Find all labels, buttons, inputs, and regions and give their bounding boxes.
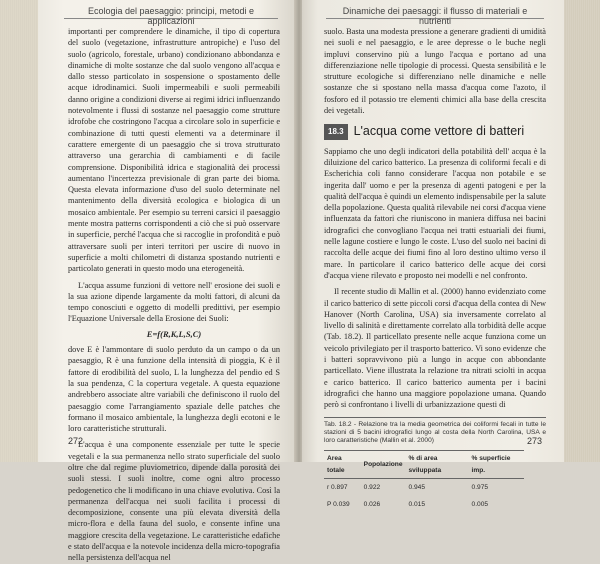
table-header-row <box>324 451 524 479</box>
table-row <box>324 496 524 513</box>
right-page-edges <box>564 0 600 462</box>
table-cell: 0.922 <box>363 483 381 491</box>
row-marker: P <box>327 501 332 509</box>
right-running-header: Dinamiche dei paesaggi: il flusso di materiali e nutrienti <box>326 0 544 19</box>
table-header-cell: Area totale <box>324 451 361 479</box>
table-cell: 0.015 <box>408 501 426 509</box>
left-page <box>38 0 296 563</box>
cell-value: 0.039 <box>333 501 350 509</box>
left-page-edges <box>0 0 38 462</box>
erosion-formula: E=f(R,K,L,S,C) <box>146 328 202 339</box>
table-caption: Tab. 18.2 - Relazione tra la media geometrica dei coliformi fecali in tutte le stazioni di 5 bacini idrografici lungo al costa della North Carolina, USA e loro caratteristiche (Mallin et al. 2000) <box>324 417 546 446</box>
right-page-number: 273 <box>526 436 542 446</box>
left-running-header: Ecologia del paesaggio: principi, metodi e applicazioni <box>64 0 278 19</box>
section-title: L'acqua come vettore di batteri <box>353 124 525 139</box>
right-paragraph-1: Sappiamo che uno degli indicatori della potabilità dell' acqua è la diluizione del carico batterico. La presenza di coliformi fecali e di Escherichia coli fanno considerare l'acqua non potabile e se ingerita dall' uomo e per la presenza di agenti patogeni e per la qualità dell'acqua è quindi un elemento indispensabile per la salute della popolazione. Questa qualità rilevabile nei corsi d'acqua viene influenzata da fattori che riuniscono in maniera diffusa nei bacini idrografici che convogliano l'acqua nei tratti estuariali dei fiumi, nelle lagune costiere e lungo le coste. L'uso del suolo nei bacini di raccolta delle acque dei fiumi fino al loro destino ultimo verso il mare. In particolare il carico batterico delle acque dei corsi d'acqua viene rilevato e proposto nei modelli e nel confronto. <box>324 146 546 280</box>
table-cell <box>324 478 361 496</box>
left-paragraph-3: dove E è l'ammontare di suolo perduto da un campo o da un paesaggio, R è una funzione della intensità di pioggia, K è il fattore di erodibilità del suolo, L la lunghezza del pendio ed S la sua pendenza, C la copertura vegetale. A questa equazione andrebbero associate altre variabili che definiscono il ruolo del paesaggio come l'arrangiamento spaziale delle patches che formano il mosaico ambientale, la lunghezza degli ecotoni e le loro caratteristiche strutturali. <box>68 345 280 434</box>
left-paragraph-4: L'acqua è una componente essenziale per tutte le specie vegetali e la sua permanenza nello strato superficiale del suolo oltre che dal regime pluviometrico, dipende dalla porosità dei suoli stessi. I suoli inoltre, come ogni altro processo pedogenetico che li modificano in una chiave evolutiva. Così la permanenza dell'acqua nei suoli facilita i processi di decomposizione, consente una più elevata diversità della micro-flora e della fauna del suolo, e consente infine una maggiore crescita della vegetazione. Le caratteristiche edafiche e stato dell'acqua e la notevole incidenza della micro-topografia nella persistenza dell'acqua nel <box>68 440 280 563</box>
table-header-cell: Popolazione <box>361 451 406 479</box>
table-cell: 0.005 <box>471 501 489 509</box>
section-number: 18.3 <box>324 124 348 139</box>
right-page <box>302 0 564 509</box>
right-paragraph-2: Il recente studio di Mallin et al. (2000) hanno evidenziato come il carico batterico di sette piccoli corsi d'acqua della contea di New Hanover (North Carolina, USA) sia inversamente correlato al livello di salinità e direttamente correlato alla torbidità delle acque (Tab. 18.2). Il particellato presente nelle acque funziona come un veicolo privilegiato per il trasporto batterico. Vi sono evidenze che i batteri sopravvivono più a lungo in acque con abbondante particellato. Viene illustrata la relazione tra nitrati sciolti in acqua e carico batterico. Il carico batterico aumenta per i bacini idrografici che hanno una maggiore popolazione umana. Quando però si confrontano i livelli di urbanizzazione questi di <box>324 287 546 410</box>
table-header-cell: % di area sviluppata <box>406 451 469 479</box>
table-row <box>324 478 524 496</box>
table-cell: 0.945 <box>408 483 426 491</box>
table-header-cell: % superficie imp. <box>469 451 524 479</box>
table-cell: 0.975 <box>471 483 489 491</box>
row-marker: r <box>327 483 330 491</box>
left-paragraph-1: importanti per comprendere le dinamiche, il tipo di copertura del suolo (vegetazione, infrastrutture antropiche) e l'uso del suolo (agricolo, forestale, urbano) condizionano abbondanza e dinamiche di molte sostanze che dal suolo vengono all'acqua e dallo stesso particolato in sospensione o spostamento delle acque idrodinamici. Suoli impermeabili e suoli permeabili danno origine a condizioni diverse ai regimi idrici influenzando notevolmente i flussi di sostanze nel paesaggio come strutture idrofobe che costringono l'acqua a circolare solo in superficie e combinazione di tutti questi elementi va a determinare il carattere emergente di un paesaggio che si trova strutturato attraverso una gerarchia di cambiamenti e di facile comprensione. Disponibilità idrica e stagionalità dei processi aumentano l'incertezza previsionale di gran parte dei bioma. Questa elevata informazione d'uso del suolo determinate nel mantenimento della diversità ecologica e biologica di un mosaico ambientale. Per esempio su terreni carsici il paesaggio mente mostra patterns corrispondenti a ciò che si può osservare in superficie, perché l'acqua che si raccoglie in profondità e può attraversare suoli per interi territori per uscire di nuovo in superficie a molti chilometri di distanza spostando nutrienti e particolato generati in questo modo una eterogeneità. <box>68 27 280 274</box>
left-paragraph-2: L'acqua assume funzioni di vettore nell' erosione dei suoli e la sua azione dipende largamente da molti fattori, di alcuni da tempo conosciuti e oggetto di modelli predittivi, per esempio l'Equazione Universale della Erosione dei Suoli: <box>68 280 280 324</box>
right-page-text <box>324 26 546 514</box>
left-page-text <box>68 26 280 564</box>
cell-value: 0.897 <box>331 483 348 491</box>
right-intro-paragraph: suolo. Basta una modesta pressione a generare gradienti di umidità nei suoli e nel paesaggio, e le aree depresse o le buche negli impluvi conservino più a lungo l'acqua e portano ad una differenziazione nelle tipologie di processi. Questa sensibilità e le strutture ecologiche si differenziano nelle dinamiche e nelle sostanze che si spostano nella massa d'acqua come l'azoto, il fosforo ed il potassio tre elementi chimici alla base della crescita dei vegetali. <box>324 27 546 116</box>
table-cell <box>324 496 361 513</box>
section-heading <box>324 124 546 139</box>
data-table <box>324 450 524 513</box>
table-cell: 0.026 <box>363 501 381 509</box>
left-page-number: 272 <box>68 436 84 446</box>
